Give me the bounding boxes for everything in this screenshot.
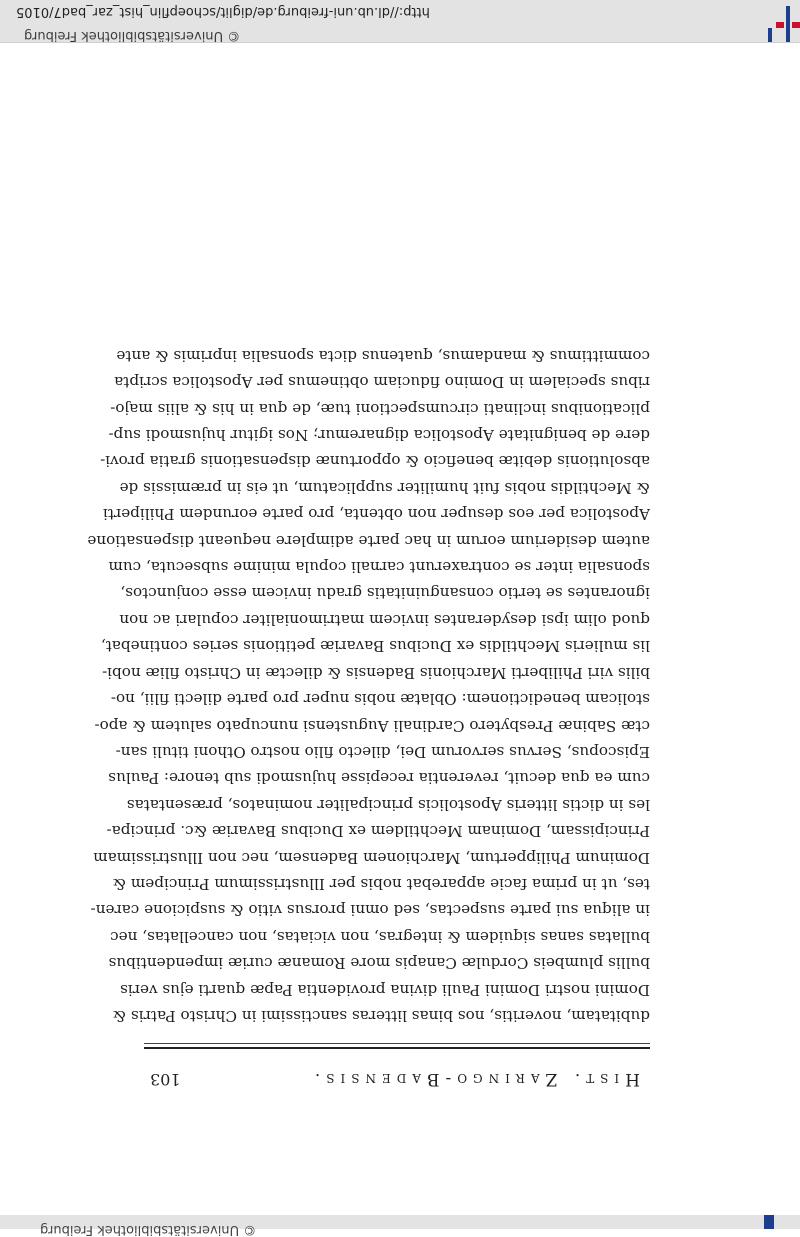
scanned-page xyxy=(70,342,730,1089)
running-head xyxy=(70,1059,730,1089)
text-line: dere de benignitate Apostolica dignaremur; Nos igitur hujusmodi sup- xyxy=(108,426,650,445)
text-line: sponsalia inter se contraxerunt carnali copula minime subsecuta, cum xyxy=(108,558,650,577)
text-line: Dominum Philippertum, Marchionem Badensem, nec non Illustrissimam xyxy=(93,848,650,867)
text-line: in aliqua sui parte suspectas, sed omni prorsus vitio & suspicione caren- xyxy=(90,901,650,920)
text-line: quod olim ipsi desyderantes invicem matrimonialiter copulari ac non xyxy=(119,610,650,629)
header-rule xyxy=(144,1047,650,1049)
text-line: ribus specialem in Domino fiduciam obtinemus per Apostolica scripta xyxy=(114,373,650,392)
text-line: bullatas sanas siquidem & integras, non viciatas, non cancellatas, nec xyxy=(110,927,650,946)
footer-copyright-link[interactable]: © Universitätsbibliothek Freiburg xyxy=(24,28,241,43)
text-line: plicationibus inclinati circumspectioni tuæ, de qua in his & aliis majo- xyxy=(110,399,650,418)
text-line: ignorantes se tertio consanguinitatis gradu invicem esse conjunctos, xyxy=(120,584,650,603)
header-copyright: © Universitätsbibliothek Freiburg xyxy=(40,1222,257,1237)
text-line: Apostolica per eos desuper non obtenta, pro parte eorundem Philiperti xyxy=(102,505,650,524)
viewer-header-strip xyxy=(0,1215,800,1237)
text-line: bullis plumbeis Cordulæ Canapis more Romanæ curiæ impendentibus xyxy=(108,954,650,973)
header-rule-thin xyxy=(144,1043,650,1044)
text-line: lis mulieris Mechtildis ex Ducibus Bavariæ petitionis series continebat, xyxy=(100,637,650,656)
text-line: bilis viri Philiberti Marchionis Badensis & dilectæ in Christo filiæ nobi- xyxy=(102,663,650,682)
footer-permalink[interactable]: http://dl.ub.uni-freiburg.de/diglit/schoepflin_hist_zar_bad7/0105 xyxy=(16,4,430,19)
viewer-footer-bar xyxy=(0,0,800,43)
library-logo-icon xyxy=(764,1215,774,1229)
text-line: autem desiderium eorum in hac parte adimplere nequeant dispensatione xyxy=(87,531,650,550)
text-line: Domini nostri Domini Pauli divina providentia Papæ quarti ejus veris xyxy=(120,980,650,999)
text-line: Principissam, Dominam Mechtildem ex Ducibus Bavariæ &c. principa- xyxy=(106,822,650,841)
text-line: ctæ Sabinæ Presbytero Cardinali Augustensi nuncupato salutem & apo- xyxy=(94,716,650,735)
text-line: dubitatam, noveritis, nos binas litteras sanctissimi in Christo Patris & xyxy=(112,1007,650,1025)
text-line: cum ea qua decuit, reverentia recepisse hujusmodi sub tenore: Paulus xyxy=(108,769,650,788)
running-title: Hist. Zaringo-Badensis. xyxy=(308,1069,640,1089)
page-number: 103 xyxy=(150,1070,181,1089)
text-line: tes, ut in prima facie apparebat nobis per Illustrissimum Principem & xyxy=(112,874,650,893)
text-line: les in dictis litteris Apostolicis principaliter nominatos, præsentatas xyxy=(126,795,650,814)
body-text xyxy=(87,342,650,1029)
text-line: committimus & mandamus, quatenus dicta sponsalia inprimis & ante xyxy=(116,346,650,365)
text-line: stolicam benedictionem: Oblatæ nobis nuper pro parte dilecti filii, no- xyxy=(110,690,650,709)
library-logo-icon xyxy=(750,6,800,42)
text-line: Episcopus, Servus servorum Dei, dilecto filio nostro Othoni tituli san- xyxy=(115,742,650,761)
text-line: absolutionis debitæ beneficio & opportunæ dispensationis gratia provi- xyxy=(100,452,650,471)
text-line: & Mechtildis nobis fuit humiliter supplicatum, ut eis in præmissis de xyxy=(119,478,650,497)
